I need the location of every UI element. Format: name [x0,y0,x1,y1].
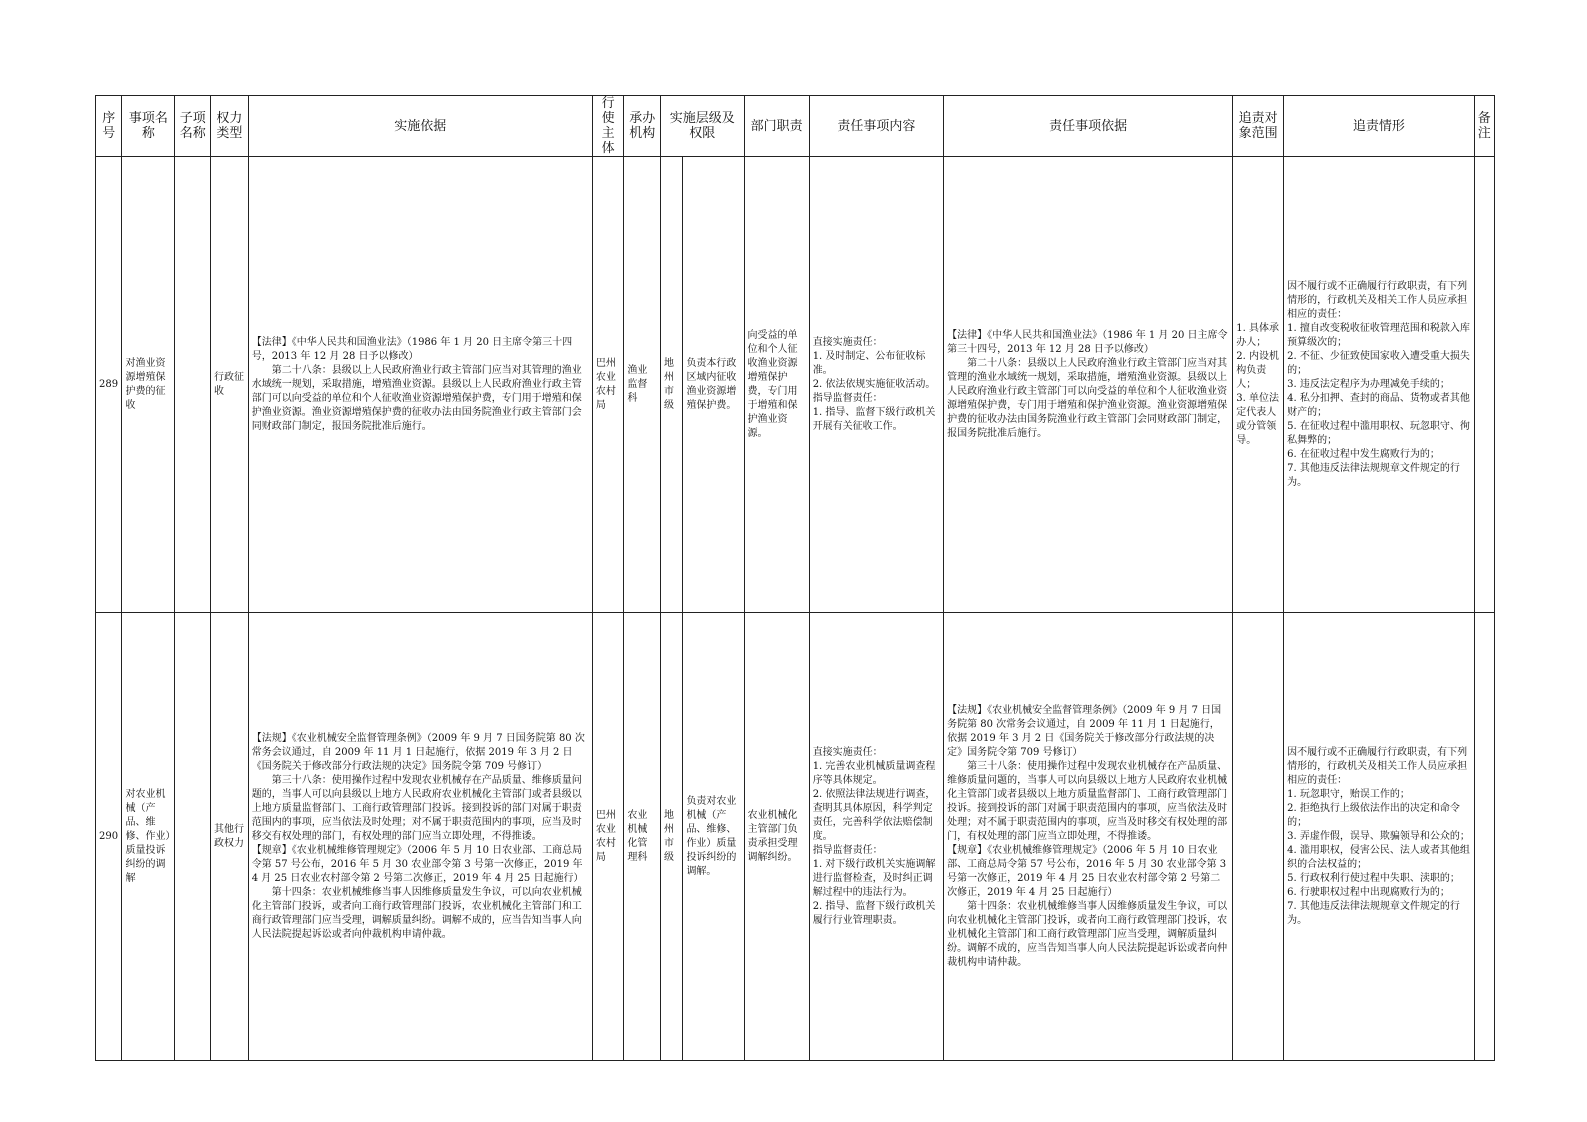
row-authority: 负责对农业机械（产品、维修、作业）质量投诉纠纷的调解。 [683,613,744,1061]
row-sub [175,157,211,613]
row-scope: 1. 具体承办人； 2. 内设机构负责人； 3. 单位法定代表人或分管领导。 [1233,157,1284,613]
row-type: 行政征收 [211,157,249,613]
row-sub [175,613,211,1061]
row-resp-content: 直接实施责任： 1. 及时制定、公布征收标准。 2. 依法依规实施征收活动。 指导监督责任： 1. 指导、监督下级行政机关开展有关征收工作。 [809,157,943,613]
header-row [96,96,1495,157]
header-level: 实施层级及权限 [661,96,744,157]
basis-paragraph: 【规章】《农业机械维修管理规定》（2006 年 5 月 10 日农业部、工商总局令第 57 号公布，2016 年 5 月 30 农业部令第 3 号第一次修正，2019 年 4 月 25 日农业农村部令第 2 号第二次修正，2019 年 4 月 25 日起施行） [251,844,584,884]
header-org: 承办机构 [624,96,661,157]
header-resp-basis: 责任事项依据 [944,96,1233,157]
header-basis: 实施依据 [248,96,592,157]
resp-basis-paragraph: 第二十八条：县级以上人民政府渔业行政主管部门应当对其管理的渔业水域统一规划，采取措施，增殖渔业资源。县级以上人民政府渔业行政主管部门可以向受益的单位和个人征收渔业资源增殖保护费，专门用于增殖和保护渔业资源。渔业资源增殖保护费的征收办法由国务院渔业行政主管部门会同财政部门制定，报国务院批准后施行。 [947,357,1228,439]
row-situation: 因不履行或不正确履行行政职责，有下列情形的，行政机关及相关工作人员应承担相应的责任： 1. 擅自改变税收征收管理范围和税款入库预算级次的； 2. 不征、少征致使国家收入遭受重大损失的； 3. 违反法定程序为办理减免手续的； 4. 私分扣押、查封的商品、货物或者其他财产的； 5. 在征收过程中滥用职权、玩忽职守、徇私舞弊的； 6. 在征收过程中发生腐败行为的； 7. 其他违反法律法规规章文件规定的行为。 [1284,157,1474,613]
row-type: 其他行政权力 [211,613,249,1061]
basis-paragraph: 第三十八条：使用操作过程中发现农业机械存在产品质量、维修质量问题的，当事人可以向县级以上地方人民政府农业机械化主管部门或者县级以上地方质量监督部门、工商行政管理部门投诉。接到投诉的部门对属于职责范围内的事项，应当依法及时处理；对不属于职责范围内的事项，应当及时移交有权处理的部门，有权处理的部门应当立即处理，不得推诿。 [251,774,582,842]
basis-paragraph: 第二十八条：县级以上人民政府渔业行政主管部门应当对其管理的渔业水域统一规划，采取措施，增殖渔业资源。县级以上人民政府渔业行政主管部门可以向受益的单位和个人征收渔业资源增殖保护费，专门用于增殖和保护渔业资源。渔业资源增殖保护费的征收办法由国务院渔业行政主管部门会同财政部门制定，报国务院批准后施行。 [251,364,582,432]
header-duty: 部门职责 [744,96,809,157]
row-seq: 290 [96,613,122,1061]
header-situation: 追责情形 [1284,96,1474,157]
row-resp-content: 直接实施责任： 1. 完善农业机械质量调查程序等具体规定。 2. 依照法律法规进行调查，查明其具体原因，科学判定责任，完善科学依法赔偿制度。 指导监督责任： 1. 对下级行政机关实施调解进行监督检查，及时纠正调解过程中的违法行为。 2. 指导、监督下级行政机关履行行业管理职责。 [809,613,943,1061]
resp-basis-paragraph: 【法规】《农业机械安全监督管理条例》（2009 年 9 月 7 日国务院第 80 次常务会议通过，自 2009 年 11 月 1 日起施行，依据 2019 年 3 月 2 日《国务院关于修改部分行政法规的决定》国务院令第 709 号修订） [947,704,1222,758]
row-duty: 向受益的单位和个人征收渔业资源增殖保护费，专门用于增殖和保护渔业资源。 [744,157,809,613]
row-name: 对农业机械（产品、维修、作业）质量投诉纠纷的调解 [122,613,175,1061]
header-resp-content: 责任事项内容 [809,96,943,157]
row-authority: 负责本行政区域内征收渔业资源增殖保护费。 [683,157,744,613]
resp-basis-paragraph: 第十四条：农业机械维修当事人因维修质量发生争议，可以向农业机械化主管部门投诉，或者向工商行政管理部门投诉，农业机械化主管部门和工商行政管理部门应当受理，调解质量纠纷。调解不成的，应当告知当事人向人民法院提起诉讼或者向仲裁机构申请仲裁。 [947,900,1228,968]
row-org: 渔业监督科 [624,157,661,613]
row-duty: 农业机械化主管部门负责承担受理调解纠纷。 [744,613,809,1061]
row-subject: 巴州农业农村局 [592,157,624,613]
header-seq: 序号 [96,96,122,157]
row-resp-basis [944,613,1233,1061]
row-situation: 因不履行或不正确履行行政职责，有下列情形的，行政机关及相关工作人员应承担相应的责任： 1. 玩忽职守，贻误工作的； 2. 拒绝执行上级依法作出的决定和命令的； 3. 弄虚作假，误导、欺骗领导和公众的； 4. 滥用职权，侵害公民、法人或者其他组织的合法权益的； 5. 行政权利行使过程中失职、渎职的； 6. 行驶职权过程中出现腐败行为的； 7. 其他违反法律法规规章文件规定的行为。 [1284,613,1474,1061]
header-name: 事项名称 [122,96,175,157]
basis-paragraph: 【法规】《农业机械安全监督管理条例》（2009 年 9 月 7 日国务院第 80 次常务会议通过，自 2009 年 11 月 1 日起施行，依据 2019 年 3 月 2 日《国务院关于修改部分行政法规的决定》国务院令第 709 号修订） [251,732,585,772]
resp-basis-paragraph: 【法律】《中华人民共和国渔业法》（1986 年 1 月 20 日主席令第三十四号，2013 年 12 月 28 日予以修改） [947,329,1228,355]
table-row [96,157,1495,613]
header-scope: 追责对象范围 [1233,96,1284,157]
header-type: 权力类型 [211,96,249,157]
basis-paragraph: 第十四条：农业机械维修当事人因维修质量发生争议，可以向农业机械化主管部门投诉，或者向工商行政管理部门投诉，农业机械化主管部门和工商行政管理部门应当受理，调解质量纠纷。调解不成的，应当告知当事人向人民法院提起诉讼或者向仲裁机构申请仲裁。 [251,886,582,940]
header-sub: 子项名称 [175,96,211,157]
resp-basis-paragraph: 第三十八条：使用操作过程中发现农业机械存在产品质量、维修质量问题的，当事人可以向县级以上地方人民政府农业机械化主管部门或者县级以上地方质量监督部门、工商行政管理部门投诉。接到投诉的部门对属于职责范围内的事项，应当依法及时处理；对不属于职责范围内的事项，应当及时移交有权处理的部门，有权处理的部门应当立即处理，不得推诿。 [947,760,1228,842]
row-org: 农业机械化管理科 [624,613,661,1061]
row-remark [1474,157,1494,613]
row-basis [248,157,592,613]
row-seq: 289 [96,157,122,613]
row-basis [248,613,592,1061]
responsibility-table [95,95,1495,1061]
basis-paragraph: 【法律】《中华人民共和国渔业法》（1986 年 1 月 20 日主席令第三十四号，2013 年 12 月 28 日予以修改） [251,336,573,362]
row-level: 地州市级 [661,613,683,1061]
row-level: 地州市级 [661,157,683,613]
row-resp-basis [944,157,1233,613]
table-row [96,613,1495,1061]
row-name: 对渔业资源增殖保护费的征收 [122,157,175,613]
header-remark: 备注 [1474,96,1494,157]
row-remark [1474,613,1494,1061]
resp-basis-paragraph: 【规章】《农业机械维修管理规定》（2006 年 5 月 10 日农业部、工商总局令第 57 号公布，2016 年 5 月 30 农业部令第 3 号第一次修正，2019 年 4 月 25 日农业农村部令第 2 号第二次修正，2019 年 4 月 25 日起施行） [947,844,1227,898]
row-subject: 巴州农业农村局 [592,613,624,1061]
row-scope [1233,613,1284,1061]
header-subject: 行使主体 [592,96,624,157]
